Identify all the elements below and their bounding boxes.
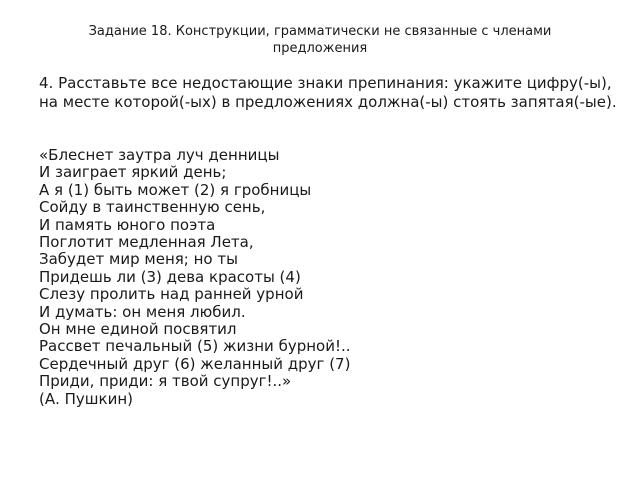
task-instruction: 4. Расставьте все недостающие знаки препинания: укажите цифру(-ы), на месте которой(-ых) в предложениях должна(-ы) стоять запятая(-ые). xyxy=(39,74,617,111)
poem-text xyxy=(39,147,619,408)
poem-line: И память юного поэта xyxy=(39,215,216,234)
page-title: Задание 18. Конструкции, грамматически не связанные с членами предложения xyxy=(88,24,552,56)
poem-line: Приди, приди: я твой супруг!..» xyxy=(39,372,292,391)
poem-author: (А. Пушкин) xyxy=(39,389,133,408)
poem-line: И думать: он меня любил. xyxy=(39,302,246,321)
poem-line: Поглотит медленная Лета, xyxy=(39,233,254,252)
poem-line: Слезу пролить над ранней урной xyxy=(39,285,304,304)
poem-line: Сердечный друг (6) желанный друг (7) xyxy=(39,354,351,373)
poem-line: Он мне единой посвятил xyxy=(39,320,237,339)
poem-line: Забудет мир меня; но ты xyxy=(39,250,238,269)
poem-line: Рассвет печальный (5) жизни бурной!.. xyxy=(39,337,351,356)
poem-line: И заиграет яркий день; xyxy=(39,163,227,182)
poem-line: «Блеснет заутра луч денницы xyxy=(39,146,280,164)
poem-line: Сойду в таинственную сень, xyxy=(39,198,266,217)
poem-line: Придешь ли (3) дева красоты (4) xyxy=(39,267,301,286)
poem-line: А я (1) быть может (2) я гробницы xyxy=(39,180,312,199)
